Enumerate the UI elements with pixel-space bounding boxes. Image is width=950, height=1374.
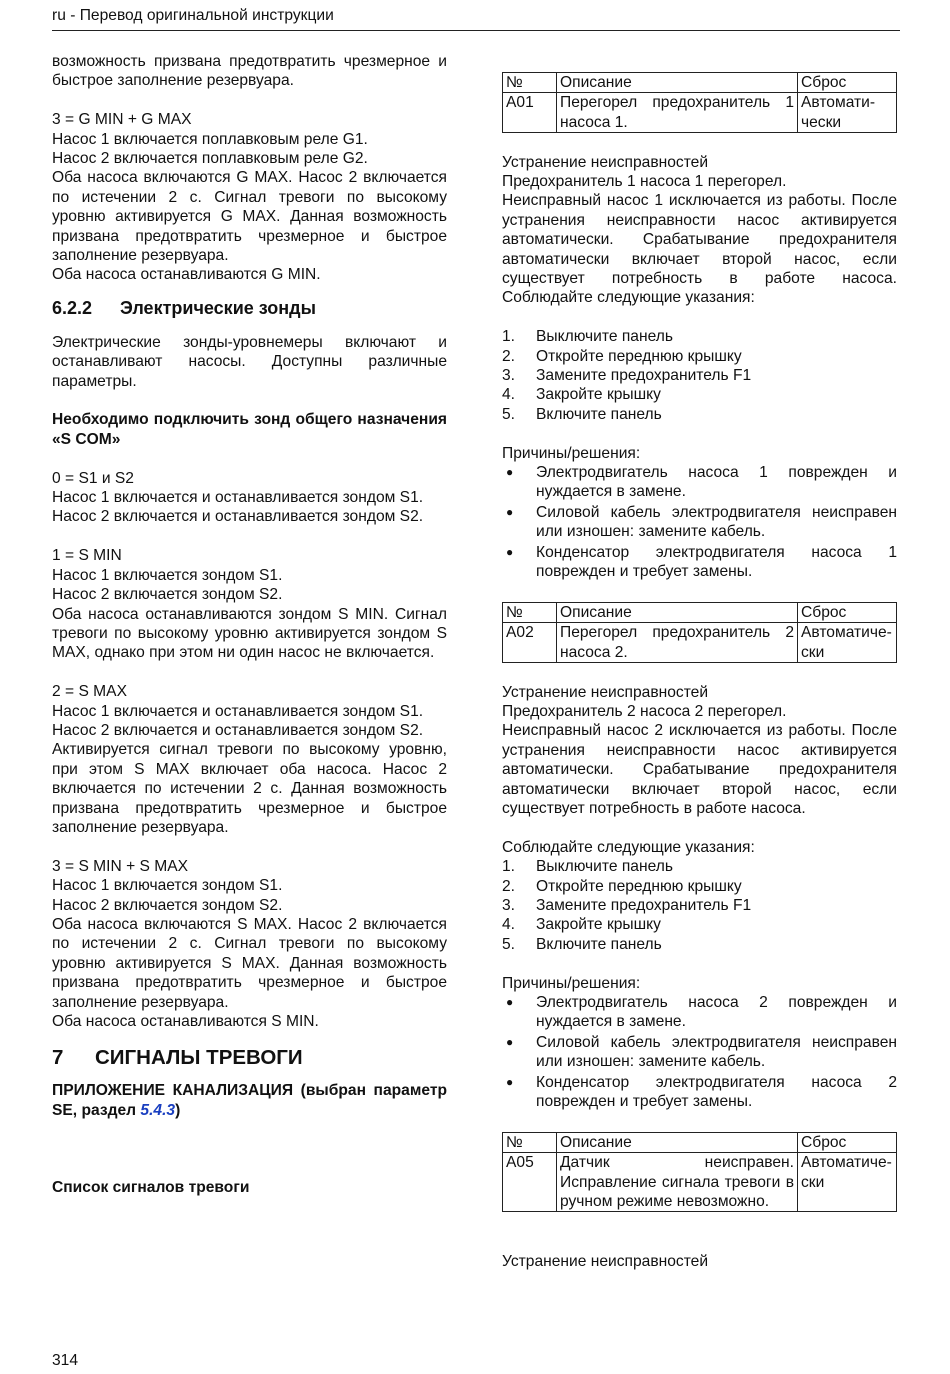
section-number: 6.2.2 <box>52 297 93 318</box>
alarm-reset: Автомати-чески <box>798 93 897 133</box>
table-header-row <box>503 602 897 622</box>
paragraph: Насос 1 включается и останавливается зондом S1. <box>52 702 424 720</box>
causes-title: Причины/решения: <box>502 974 641 992</box>
list-item: 1. Выключите панель <box>502 328 673 346</box>
chapter-number: 7 <box>52 1046 64 1070</box>
paragraph: Насос 1 включается поплавковым реле G1. <box>52 130 368 148</box>
causes-list-1 <box>502 463 897 581</box>
paragraph: Предохранитель 2 насоса 2 перегорел. <box>502 702 787 720</box>
table-row <box>503 93 897 133</box>
alarm-code: A02 <box>503 623 557 663</box>
table-header-row <box>503 1132 897 1152</box>
s1-block <box>52 546 447 662</box>
header-no: № <box>503 602 557 622</box>
s3-block <box>52 857 447 1032</box>
section-title: Электрические зонды <box>120 297 316 318</box>
paragraph: возможность призвана предотвратить чрезмерное и быстрое заполнение резервуара. <box>52 53 447 90</box>
running-header <box>52 6 900 31</box>
alarm-reset: Автоматиче-ски <box>798 623 897 663</box>
causes-title: Причины/решения: <box>502 444 641 462</box>
list-item: 3. Замените предохранитель F1 <box>502 367 752 385</box>
paragraph: Насос 1 включается и останавливается зондом S1. <box>52 489 424 507</box>
paragraph: Насос 1 включается зондом S1. <box>52 566 283 584</box>
troubleshooting-title: Устранение неисправностей <box>502 1253 709 1271</box>
paragraph: Насос 2 включается и останавливается зондом S2. <box>52 508 424 526</box>
list-item: 4. Закройте крышку <box>502 916 661 934</box>
chapter-title: СИГНАЛЫ ТРЕВОГИ <box>95 1046 303 1070</box>
list-item: ● Электродвигатель насоса 2 поврежден и нуждается в замене. <box>506 993 897 1031</box>
option-title: 1 = S MIN <box>52 547 122 565</box>
alarm-desc: Датчик неисправен. Исправление сигнала тревоги в ручном режиме невозможно. <box>557 1153 798 1212</box>
paragraph: Оба насоса включаются S MAX. Насос 2 включается по истечении 2 с. Сигнал тревоги по высокому уровню активируется S MAX. Данная возможность призвана предотвратить чрезмерное и быстрое заполнение резервуара. <box>52 915 447 1011</box>
header-no: № <box>503 1132 557 1152</box>
bold-note: Необходимо подключить зонд общего назначения «S COM» <box>52 411 447 448</box>
alarm-list-heading: Список сигналов тревоги <box>52 1179 250 1197</box>
paragraph: Неисправный насос 1 исключается из работы. После устранения неисправности насос активируется автоматически. Срабатывание предохранителя автоматически включает второй насос, если существует потребность в работе насоса. Соблюдайте следующие указания: <box>502 192 897 307</box>
left-column <box>52 52 447 1198</box>
paragraph: Предохранитель 1 насоса 1 перегорел. <box>502 173 787 191</box>
paragraph: Насос 2 включается зондом S2. <box>52 586 283 604</box>
header-no: № <box>503 73 557 93</box>
section-reference-link[interactable]: 5.4.3 <box>140 1101 176 1119</box>
paragraph: Насос 2 включается поплавковым реле G2. <box>52 150 368 168</box>
application-note <box>52 1081 447 1120</box>
option-title: 3 = S MIN + S MAX <box>52 857 189 875</box>
table-row <box>503 1153 897 1212</box>
list-item: 5. Включите панель <box>502 405 662 423</box>
list-item: 3. Замените предохранитель F1 <box>502 896 752 914</box>
paragraph: Оба насоса включаются G MAX. Насос 2 включается по истечении 2 с. Сигнал тревоги по высокому уровню активируется G MAX. Данная возможность призвана предотвратить чрезмерное и быстрое заполнение резервуара. <box>52 169 447 265</box>
list-item: ● Электродвигатель насоса 1 поврежден и нуждается в замене. <box>506 464 897 501</box>
steps-list-2 <box>502 857 897 954</box>
list-item: 1. Выключите панель <box>502 858 673 876</box>
alarm-desc: Перегорел предохранитель 2 насоса 2. <box>557 623 798 663</box>
list-item: 2. Откройте переднюю крышку <box>502 877 742 895</box>
right-column <box>502 72 897 1272</box>
alarm-table-a02 <box>502 602 897 663</box>
alarm-reset: Автоматиче-ски <box>798 1153 897 1212</box>
paragraph: Соблюдайте следующие указания: <box>502 838 755 856</box>
paragraph: Оба насоса останавливаются S MIN. <box>52 1013 319 1030</box>
list-item: 5. Включите панель <box>502 935 662 953</box>
troubleshooting-title: Устранение неисправностей <box>502 683 709 701</box>
option-title: 2 = S MAX <box>52 683 127 701</box>
header-desc: Описание <box>557 73 798 93</box>
paragraph: Насос 2 включается зондом S2. <box>52 896 283 914</box>
header-reset: Сброс <box>798 1132 897 1152</box>
list-item: ● Силовой кабель электродвигателя неисправен или изношен: замените кабель. <box>506 503 897 541</box>
chapter-heading-7 <box>52 1045 447 1071</box>
list-item: 4. Закройте крышку <box>502 386 661 404</box>
list-item: ● Конденсатор электродвигателя насоса 1 поврежден и требует замены. <box>506 543 897 581</box>
alarm-table-a05 <box>502 1132 897 1213</box>
application-text: ПРИЛОЖЕНИЕ КАНАЛИЗАЦИЯ (выбран параметр SE, раздел <box>52 1082 447 1119</box>
list-item: 2. Откройте переднюю крышку <box>502 347 742 365</box>
table-row <box>503 623 897 663</box>
header-reset: Сброс <box>798 602 897 622</box>
paragraph: Насос 1 включается зондом S1. <box>52 877 283 895</box>
header-text: ru - Перевод оригинальной инструкции <box>52 7 334 24</box>
paragraph: Неисправный насос 2 исключается из работы. После устранения неисправности насос активируется автоматически. Срабатывание предохранителя автоматически включает второй насос, если существует потребность в работе насоса. <box>502 722 897 817</box>
alarm-code: A01 <box>503 93 557 133</box>
s2-block <box>52 682 447 837</box>
causes-list-2 <box>502 993 897 1111</box>
paragraph: Активируется сигнал тревоги по высокому уровню, при этом S MAX включает оба насоса. Насос 2 включается по истечении 2 с. Данная возможность призвана предотвратить чрезмерное и быстрое заполнение резервуара. <box>52 741 447 836</box>
table-header-row <box>503 73 897 93</box>
option-title: 0 = S1 и S2 <box>52 469 134 487</box>
header-reset: Сброс <box>798 73 897 93</box>
list-item: ● Силовой кабель электродвигателя неисправен или изношен: замените кабель. <box>506 1033 897 1071</box>
paragraph: Оба насоса останавливаются зондом S MIN. Сигнал тревоги по высокому уровню активируется зондом S MAX, однако при этом ни один насос не включается. <box>52 605 447 662</box>
application-end: ) <box>175 1101 181 1119</box>
paragraph: Электрические зонды-уровнемеры включают и останавливают насосы. Доступны различные параметры. <box>52 333 447 390</box>
paragraph: Насос 2 включается и останавливается зондом S2. <box>52 721 424 739</box>
header-desc: Описание <box>557 1132 798 1152</box>
g3-block <box>52 110 447 285</box>
alarm-code: A05 <box>503 1153 557 1212</box>
paragraph: Оба насоса останавливаются G MIN. <box>52 266 321 284</box>
header-desc: Описание <box>557 602 798 622</box>
alarm-desc: Перегорел предохранитель 1 насоса 1. <box>557 93 798 133</box>
page-number: 314 <box>52 1352 79 1369</box>
list-item: ● Конденсатор электродвигателя насоса 2 поврежден и требует замены. <box>506 1073 897 1111</box>
option-title: 3 = G MIN + G MAX <box>52 111 192 129</box>
steps-list-1 <box>502 327 897 424</box>
section-heading-6-2-2 <box>52 297 447 319</box>
alarm-table-a01 <box>502 72 897 133</box>
s0-block <box>52 469 447 527</box>
troubleshooting-title: Устранение неисправностей <box>502 153 709 171</box>
